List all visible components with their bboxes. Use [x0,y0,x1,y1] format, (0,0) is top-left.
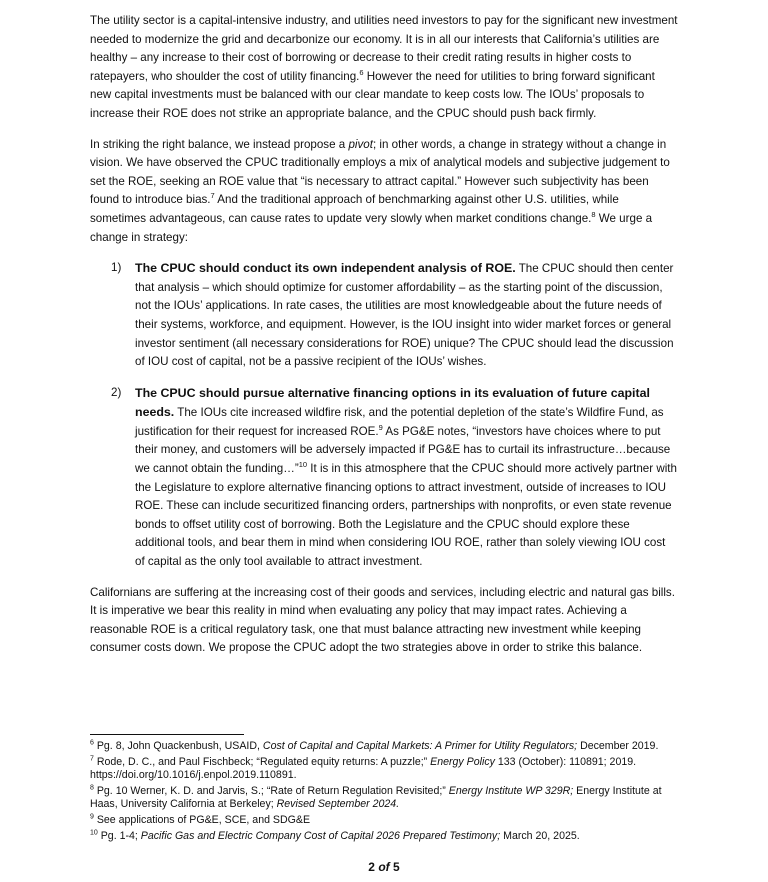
paragraph-text: ; in other words, a change in strategy without a change in vision. We have observed the CPUC traditionally employs a mix of analytical models and subjective judgement to set the ROE, seeking an ROE value that “is necessary to attract capital.” However such subjectivity has been found to introduce bias. [90,137,670,207]
paragraph-text: In striking the right balance, we instead propose a [90,137,349,151]
footnote-text: Pg. 1-4; [97,829,141,842]
footnote-divider [90,734,244,735]
footnote-8 [90,785,678,812]
footnote-text: March 20, 2025. [500,829,580,842]
footnote-text: December 2019. [577,740,659,752]
footnote-title: Revised September 2024. [276,798,400,811]
footnote-ref-10[interactable]: 10 [298,460,308,470]
paragraph-text: And the traditional approach of benchmarking against other U.S. utilities, while sometimes advantageous, can cause rates to update very slowly when market conditions change. [90,193,619,225]
footnote-text: Pg. 8, John Quackenbush, USAID, [93,740,263,752]
footnote-mark: 9 [90,813,94,821]
footnote-6 [90,740,678,754]
footnotes [90,740,678,845]
footnote-title: Cost of Capital and Capital Markets: A Primer for Utility Regulators; [262,740,578,752]
footnote-7 [90,756,678,783]
footnote-10 [90,830,678,844]
list-item-text: The IOUs cite increased wildfire risk, and the potential depletion of the state’s Wildfire Fund, as justification for their request for increased ROE. [135,406,664,438]
footnote-ref-9[interactable]: 9 [378,423,383,433]
footnote-text: Energy Institute at Haas, University California at Berkeley; [90,784,662,811]
footnote-title: Energy Institute WP 329R; [448,784,574,797]
page-of: of [378,860,390,874]
footnote-mark: 6 [90,739,94,747]
list-item-1 [90,259,678,372]
paragraph-text: We urge a change in strategy: [90,211,653,244]
list-number: 1) [111,261,122,275]
footnote-ref-8[interactable]: 8 [591,210,596,220]
footnote-ref-6[interactable]: 6 [359,67,364,77]
footnote-text: Rode, D. C., and Paul Fischbeck; “Regulated equity returns: A puzzle;” [93,755,431,768]
paragraph-2 [90,136,678,248]
paragraph-1 [90,12,678,124]
page-total: 5 [393,860,400,874]
footnote-ref-7[interactable]: 7 [210,191,215,201]
closing-paragraph: Californians are suffering at the increasing cost of their goods and services, including electric and natural gas bills. It is imperative we bear this reality in mind when evaluating any policy that may impact rates. Achieving a reasonable ROE is a critical regulatory task, one that must balance attracting new investment while keeping consumer costs down. We propose the CPUC adopt the two strategies above in order to strike this balance. [90,585,675,655]
emphasis-pivot: pivot [348,137,373,151]
paragraph-text: However the need for utilities to bring forward significant new capital investments must be balanced with our clear mandate to keep costs low. The IOUs’ proposals to increase their ROE does not strike an appropriate balance, and the CPUC should push back firmly. [90,69,655,120]
page-number [0,860,768,874]
list-item-text: The CPUC should then center that analysis – which should optimize for customer affordability – as the starting point of the discussion, not the IOUs’ applications. In rate cases, the utilities are most knowledgeable about the future needs of their systems, workforce, and equipment. However, is the IOU insight into wider market forces or general investor sentiment (all necessary considerations for ROE) unique? The CPUC should lead the discussion of IOU cost of capital, not be a passive recipient of the IOUs’ wishes. [135,262,674,369]
footnote-mark: 7 [90,755,94,763]
list-item-heading: The CPUC should conduct its own independent analysis of ROE. [135,261,516,276]
footnote-9 [90,814,678,828]
list-item-text: As PG&E notes, “investors have choices where to put their money, and customers will be adversely impacted if PG&E has to curtail its infrastructure…because we cannot obtain the funding…” [135,424,671,476]
list-number: 2) [111,385,122,399]
list-item-2 [90,384,678,572]
footnote-title: Energy Policy [430,755,495,768]
footnote-mark: 10 [90,829,98,837]
footnote-mark: 8 [90,784,94,792]
page-current: 2 [368,860,375,874]
footnote-text: 133 (October): 110891; 2019. https://doi.org/10.1016/j.enpol.2019.110891. [90,755,637,782]
paragraph-text: The utility sector is a capital-intensive industry, and utilities need investors to pay for the significant new investment needed to modernize the grid and decarbonize our economy. It is in all our interests that California’s utilities are healthy – any increase to their cost of borrowing or decrease to their credit rating results in higher costs to ratepayers, who shoulder the cost of utility financing. [90,14,678,83]
list-item-heading: The CPUC should pursue alternative financing options in its evaluation of future capital needs. [135,385,650,420]
body-text [90,12,678,658]
footnote-text: Pg. 10 Werner, K. D. and Jarvis, S.; “Rate of Return Regulation Revisited;” [93,784,449,797]
strategy-list [90,259,678,572]
footnote-text: See applications of PG&E, SCE, and SDG&E [93,813,311,826]
list-item-text: It is in this atmosphere that the CPUC should more actively partner with the Legislature to explore alternative financing options to attract investment, outside of increases to IOU ROE. These can include securitized financing orders, partnerships with nonprofits, or even state revenue bonds to offset utility cost of borrowing. Both the Legislature and the CPUC should explore these additional tools, and bear them in mind when considering IOU ROE, rather than solely viewing IOU cost of capital as the only tool available to attract investment. [135,462,677,569]
footnote-title: Pacific Gas and Electric Company Cost of Capital 2026 Prepared Testimony; [140,829,501,842]
